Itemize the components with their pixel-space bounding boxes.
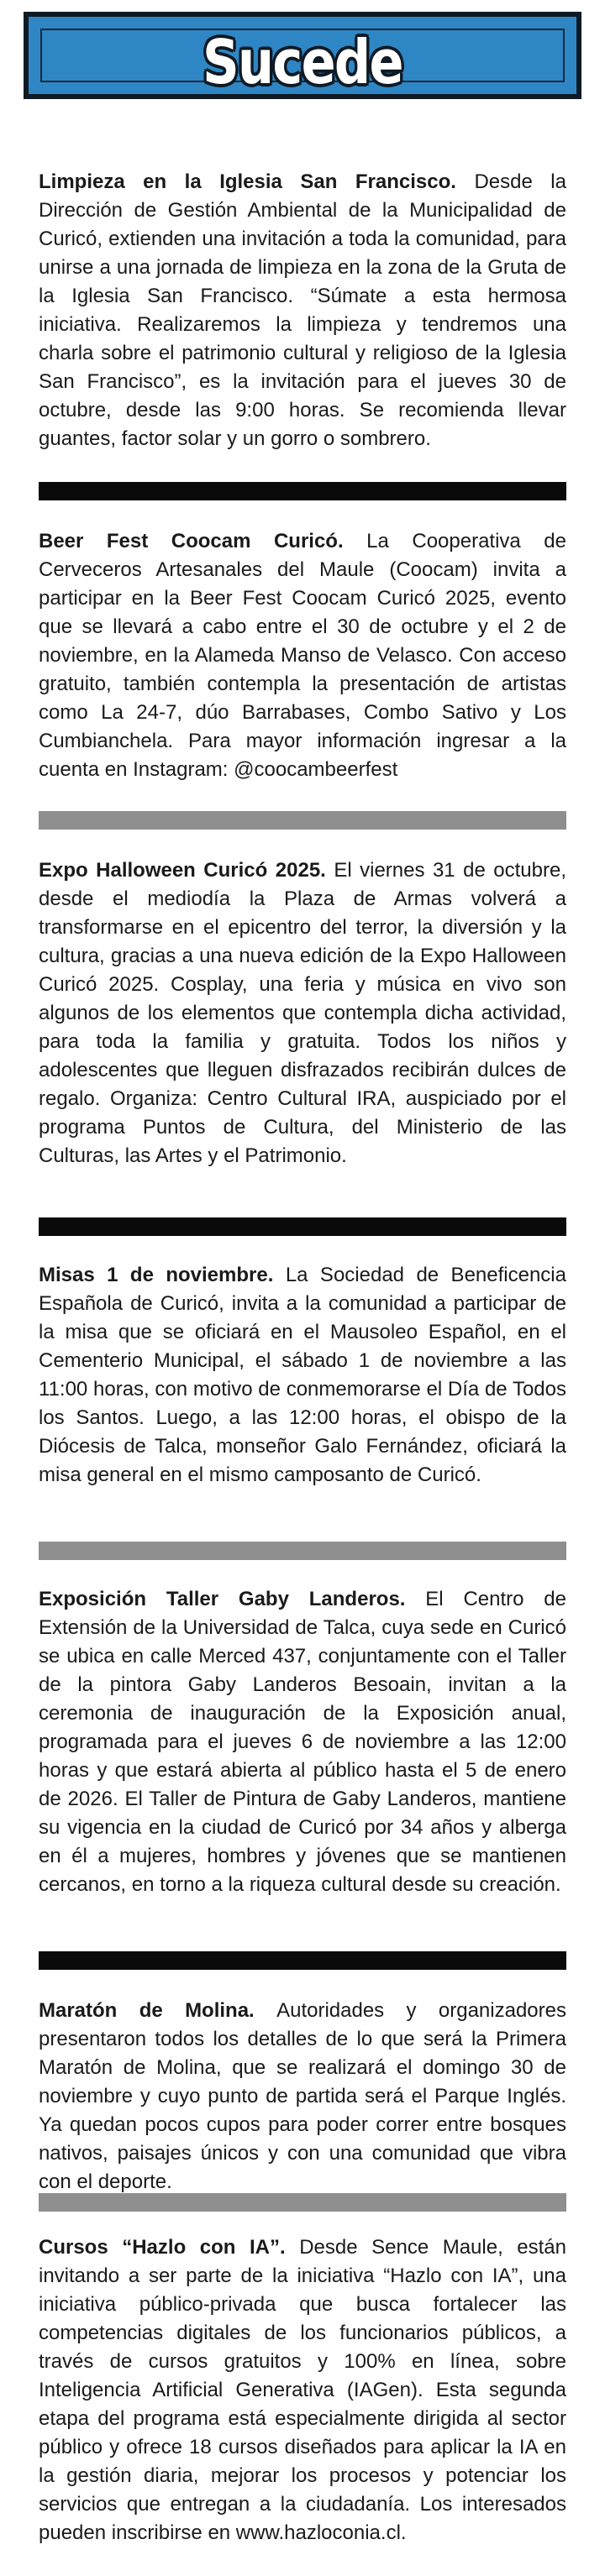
article-expo-halloween [39, 856, 566, 1170]
article-title: Expo Halloween Curicó 2025. [39, 859, 334, 882]
article-body: El Centro de Extensión de la Universidad de Talca, cuya sede en Curicó se ubica en calle Merced 437, conjuntamente con el Taller de la pintora Gaby Landeros Besoain, invitan a la ceremonia de inauguración de la Exposición anual, programada para el jueves 6 de noviembre a las 12:00 horas y que estará abierta al público hasta el 5 de enero de 2026. El Taller de Pintura de Gaby Landeros, mantiene su vigencia en la ciudad de Curicó por 34 años y alberga en él a mujeres, hombres y jóvenes que se mantienen cercanos, en torno a la riqueza cultural desde su creación. [39, 1588, 566, 1896]
article-body: El viernes 31 de octubre, desde el mediodía la Plaza de Armas volverá a transformarse en el epicentro del terror, la diversión y la cultura, gracias a una nueva edición de la Expo Halloween Curicó 2025. Cosplay, una feria y música en vivo son algunos de los elementos que contempla dicha actividad, para toda la familia y gratuita. Todos los niños y adolescentes que lleguen disfrazados recibirán dulces de regalo. Organiza: Centro Cultural IRA, auspiciado por el programa Puntos de Cultura, del Ministerio de las Culturas, las Artes y el Patrimonio. [39, 859, 566, 1167]
article-title: Exposición Taller Gaby Landeros. [39, 1588, 426, 1610]
divider [39, 482, 566, 500]
article-title: Maratón de Molina. [39, 1999, 277, 2022]
article-misas [39, 1261, 566, 1490]
section-banner [24, 12, 581, 99]
article-beer-fest [39, 527, 566, 784]
section-title: Sucede [203, 27, 402, 97]
article-exposicion-taller [39, 1585, 566, 1899]
article-title: Beer Fest Coocam Curicó. [39, 530, 367, 552]
divider [39, 1951, 566, 1970]
divider [39, 1217, 566, 1236]
article-body: Autoridades y organizadores presentaron todos los detalles de lo que será la Primera Maratón de Molina, que se realizará el domingo 30 de noviembre y cuyo punto de partida será el Parque Inglés. Ya quedan pocos cupos para poder correr entre bosques nativos, paisajes únicos y con una comunidad que vibra con el deporte. [39, 1999, 566, 2193]
article-limpieza [39, 168, 566, 453]
article-body: La Sociedad de Beneficencia Española de Curicó, invita a la comunidad a participar de la misa que se oficiará en el Mausoleo Español, en el Cementerio Municipal, el sábado 1 de noviembre a las 11:00 horas, con motivo de conmemorarse el Día de Todos los Santos. Luego, a las 12:00 horas, el obispo de la Diócesis de Talca, monseñor Galo Fernández, oficiará la misa general en el mismo camposanto de Curicó. [39, 1264, 566, 1486]
divider [39, 811, 566, 830]
article-cursos-ia [39, 2233, 566, 2547]
article-body: Desde la Dirección de Gestión Ambiental de la Municipalidad de Curicó, extienden una invitación a toda la comunidad, para unirse a una jornada de limpieza en la zona de la Gruta de la Iglesia San Francisco. “Súmate a esta hermosa iniciativa. Realizaremos la limpieza y tendremos una charla sobre el patrimonio cultural y religioso de la Iglesia San Francisco”, es la invitación para el jueves 30 de octubre, desde las 9:00 horas. Se recomienda llevar guantes, factor solar y un gorro o sombrero. [39, 170, 566, 450]
article-title: Cursos “Hazlo con IA”. [39, 2236, 300, 2259]
article-maraton-molina [39, 1997, 566, 2196]
article-body: La Cooperativa de Cerveceros Artesanales del Maule (Coocam) invita a participar en la Beer Fest Coocam Curicó 2025, evento que se llevará a cabo entre el 30 de octubre y el 2 de noviembre, en la Alameda Manso de Velasco. Con acceso gratuito, también contempla la presentación de artistas como La 24-7, dúo Barrabases, Combo Sativo y Los Cumbianchela. Para mayor información ingresar a la cuenta en Instagram: @coocambeerfest [39, 530, 566, 781]
divider [39, 2193, 566, 2212]
article-title: Limpieza en la Iglesia San Francisco. [39, 170, 475, 193]
article-title: Misas 1 de noviembre. [39, 1264, 286, 1286]
article-body: Desde Sence Maule, están invitando a ser parte de la iniciativa “Hazlo con IA”, una iniciativa público-privada que busca fortalecer las competencias digitales de los funcionarios públicos, a través de cursos gratuitos y 100% en línea, sobre Inteligencia Artificial Generativa (IAGen). Esta segunda etapa del programa está especialmente dirigida al sector público y ofrece 18 cursos diseñados para aplicar la IA en la gestión diaria, mejorar los procesos y potenciar los servicios que entregan a la ciudadanía. Los interesados pueden inscribirse en www.hazloconia.cl. [39, 2236, 566, 2544]
divider [39, 1542, 566, 1560]
